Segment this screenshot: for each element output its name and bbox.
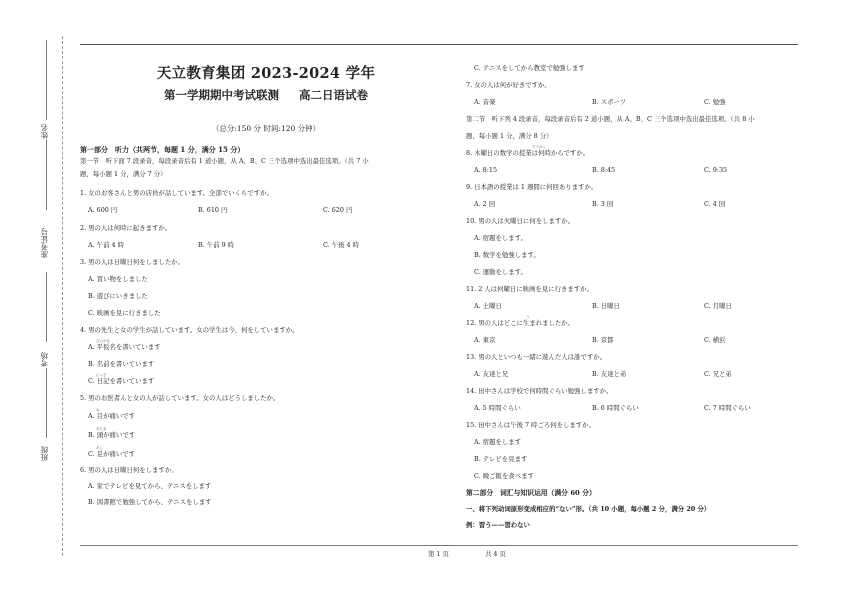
q8-option-c: C. 9:35 bbox=[704, 166, 728, 174]
q2-option-c: C. 午後 4 時 bbox=[323, 241, 360, 249]
q6-text: 6. 男の人は日曜日何をしますか。 bbox=[80, 466, 178, 474]
q15-option-c: C. 晩ご飯を食べます bbox=[474, 472, 534, 480]
q12-option-b: B. 京都 bbox=[592, 336, 614, 344]
q10-text: 10. 男の人は火曜日に何をしますか。 bbox=[466, 217, 575, 225]
q1-option-c: C. 620 円 bbox=[323, 206, 353, 214]
q2-option-b: B. 午前 9 時 bbox=[198, 241, 235, 249]
q9-option-b: B. 3 回 bbox=[592, 200, 614, 208]
exam-title: 天立教育集团 2023-2024 学年 bbox=[156, 65, 376, 82]
bottom-rule bbox=[80, 545, 798, 546]
q5-option-c: C. 足が痛いです bbox=[88, 450, 136, 458]
q15-text: 15. 田中さんは午後 7 時ごろ何をしますか。 bbox=[466, 421, 595, 429]
q1-text: 1. 女のお客さんと男の店員が話しています。全部でいくらですか。 bbox=[80, 189, 273, 197]
q12-options bbox=[466, 336, 798, 344]
q8-option-a: A. 8:15 bbox=[474, 166, 498, 174]
q14-text: 14. 田中さんは学校で何時間ぐらい勉強しますか。 bbox=[466, 387, 613, 395]
page-number: 第 1 页 bbox=[428, 550, 449, 558]
q9-option-c: C. 4 回 bbox=[704, 200, 726, 208]
q13-option-c: C. 兄と弟 bbox=[704, 370, 732, 378]
part2-subheading: 一、将下列动词原形变成相应的“ない”形。（共 10 小题，每小题 2 分，满分 20 分） bbox=[466, 505, 711, 513]
q13-option-b: B. 友達と弟 bbox=[592, 370, 627, 378]
top-rule bbox=[80, 44, 798, 45]
class-label: 班级 bbox=[40, 446, 49, 461]
q12-text: 12. 男の人はどこに生まれましたか。 bbox=[466, 319, 575, 327]
name-blank-line bbox=[46, 40, 47, 120]
q4-ruby-c: にっき bbox=[96, 373, 107, 377]
section2-instructions-line2: 题，每小题 1 分，满分 8 分） bbox=[466, 132, 553, 140]
q10-option-a: A. 宿題をします。 bbox=[474, 234, 527, 242]
subtitle-exam-name: 第一学期期中考试联测 bbox=[164, 88, 279, 102]
q12-option-c: C. 横浜 bbox=[704, 336, 726, 344]
exam-no-blank-line bbox=[46, 140, 47, 210]
q11-option-c: C. 月曜日 bbox=[704, 302, 732, 310]
q8-text: 8. 木曜日の数学の授業は何時からですか。 bbox=[466, 149, 590, 157]
room-blank-line bbox=[46, 272, 47, 342]
q7-options bbox=[466, 98, 798, 106]
q11-options bbox=[466, 302, 798, 310]
q11-option-a: A. 土曜日 bbox=[474, 302, 502, 310]
class-blank-line bbox=[46, 368, 47, 438]
q4-option-a: A. 平仮名を書いています bbox=[88, 343, 161, 351]
part1-heading: 第一部分 听力（共两节，每题 1 分，满分 15 分） bbox=[80, 145, 245, 154]
q14-option-b: B. 6 時間ぐらい bbox=[592, 404, 639, 412]
q12-option-a: A. 東京 bbox=[474, 336, 496, 344]
q1-option-a: A. 600 円 bbox=[88, 206, 118, 214]
q6-option-c: C. テニスをしてから教室で勉強します bbox=[474, 64, 585, 72]
q14-options bbox=[466, 404, 798, 412]
q5-option-a: A. 目が痛いです bbox=[88, 412, 136, 420]
q3-option-b: B. 遊びにいきました bbox=[88, 292, 148, 300]
q14-option-c: C. 7 時間ぐらい bbox=[704, 404, 751, 412]
part2-example: 例：習う——習わない bbox=[466, 521, 530, 529]
q4-ruby-a: ひらがな bbox=[96, 339, 110, 343]
section1-instructions-line1: 第一节 听下面 7 段录音，每段录音后有 1 道小题，从 A、B、C 三个选项中选出最佳选项。（共 7 小 bbox=[80, 157, 369, 165]
right-column bbox=[466, 64, 798, 529]
q10-option-b: B. 数学を勉強します。 bbox=[474, 251, 540, 259]
binding-line bbox=[62, 36, 63, 556]
q7-text: 7. 女の人は何が好きですか。 bbox=[466, 81, 551, 89]
exam-room-label: 考场 bbox=[40, 352, 49, 367]
q2-text: 2. 男の人は何時に起きますか。 bbox=[80, 224, 172, 232]
exam-subtitle bbox=[80, 87, 452, 103]
q9-option-a: A. 2 回 bbox=[474, 200, 496, 208]
q13-option-a: A. 友達と兄 bbox=[474, 370, 509, 378]
exam-number-label: 准考证号 bbox=[40, 228, 49, 258]
q5-ruby-b: あたま bbox=[96, 427, 107, 431]
q6-option-a: A. 家でテレビを見てから、テニスをします bbox=[88, 482, 212, 490]
q2-options bbox=[80, 241, 452, 249]
q11-text: 11. 2 人は何曜日に映画を見に行きますか。 bbox=[466, 285, 593, 293]
q5-ruby-c: あし bbox=[96, 446, 103, 450]
q10-option-c: C. 運動をします。 bbox=[474, 268, 527, 276]
part2-heading: 第二部分 词汇与知识运用（满分 60 分） bbox=[466, 489, 596, 497]
q3-text: 3. 男の人は日曜日何をしましたか。 bbox=[80, 258, 184, 266]
q8-option-b: B. 8:45 bbox=[592, 166, 616, 174]
q15-option-b: B. テレビを見ます bbox=[474, 455, 528, 463]
name-label: 姓名 bbox=[40, 124, 49, 139]
q1-option-b: B. 610 円 bbox=[198, 206, 228, 214]
q13-options bbox=[466, 370, 798, 378]
section1-instructions-line2: 题，每小题 1 分，满分 7 分） bbox=[80, 170, 167, 178]
q14-option-a: A. 5 時間ぐらい bbox=[474, 404, 521, 412]
subtitle-paper-name: 高二日语试卷 bbox=[299, 88, 368, 102]
q2-option-a: A. 午前 4 時 bbox=[88, 241, 124, 249]
q8-ruby: すうがく bbox=[532, 145, 546, 149]
q5-option-b: B. 頭が痛いです bbox=[88, 431, 136, 439]
q9-text: 9. 日本語の授業は 1 週間に何回ありますか。 bbox=[466, 183, 598, 191]
section2-instructions-line1: 第二节 听下列 4 段录音，每段录音后有 2 道小题，从 A、B、C 三个选项中选出最佳选项。（共 8 小 bbox=[466, 115, 755, 123]
q5-ruby-a: め bbox=[96, 408, 100, 412]
q9-options bbox=[466, 200, 798, 208]
q8-options bbox=[466, 166, 798, 174]
page-total: 共 4 页 bbox=[485, 550, 506, 558]
q3-option-c: C. 映画を見に行きました bbox=[88, 309, 161, 317]
q1-options bbox=[80, 206, 452, 214]
score-and-time: （总分:150 分 时间:120 分钟） bbox=[211, 124, 321, 133]
q7-option-c: C. 勉強 bbox=[704, 98, 726, 106]
q4-text: 4. 男の先生と女の学生が話しています。女の学生は今、何をしていますか。 bbox=[80, 326, 299, 334]
q11-option-b: B. 日曜日 bbox=[592, 302, 620, 310]
q13-text: 13. 男の人といつも一緒に遊んだ人は誰ですか。 bbox=[466, 353, 607, 361]
q5-text: 5. 男のお医者んと女の人が話しています。女の人はどうしましたか。 bbox=[80, 394, 280, 402]
q7-option-b: B. スポーツ bbox=[592, 98, 627, 106]
q15-option-a: A. 宿題をします bbox=[474, 438, 522, 446]
q4-option-b: B. 名前を書いています bbox=[88, 360, 155, 368]
q7-option-a: A. 音楽 bbox=[474, 98, 496, 106]
q6-option-b: B. 図書館で勉強してから、テニスをします bbox=[88, 498, 212, 506]
q12-ruby: う bbox=[526, 315, 530, 319]
left-column bbox=[80, 55, 452, 506]
q3-option-a: A. 買い物をしました bbox=[88, 275, 148, 283]
q4-option-c: C. 日記を書いています bbox=[88, 377, 155, 385]
